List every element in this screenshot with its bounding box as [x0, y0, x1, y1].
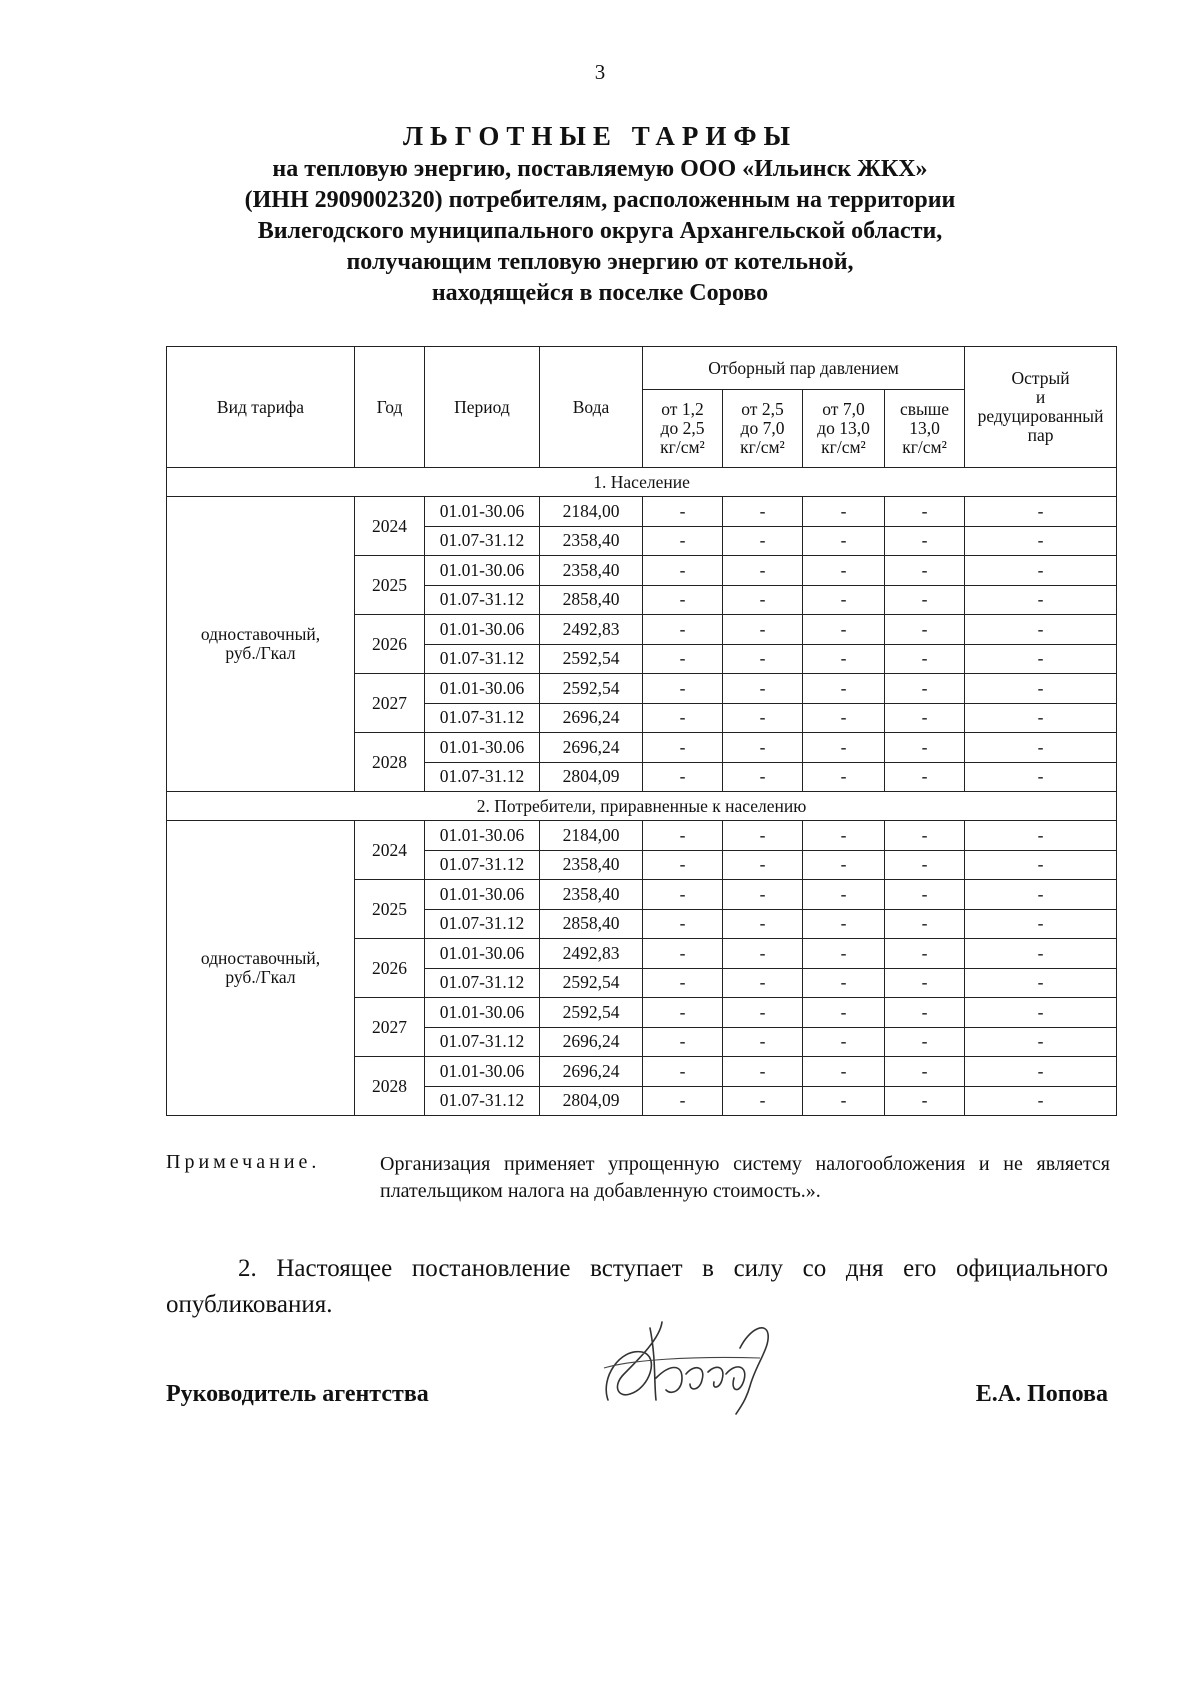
period-cell: 01.01-30.06: [425, 674, 540, 704]
empty-tariff-cell: -: [885, 644, 965, 674]
water-tariff-cell: 2696,24: [540, 733, 643, 763]
header-line: до 2,5: [660, 418, 705, 438]
empty-tariff-cell: -: [803, 733, 885, 763]
water-tariff-cell: 2804,09: [540, 762, 643, 792]
year-cell: 2027: [355, 998, 425, 1057]
empty-tariff-cell: -: [803, 1057, 885, 1087]
period-cell: 01.07-31.12: [425, 850, 540, 880]
signatory-name: Е.А. Попова: [975, 1381, 1108, 1407]
table-body: [167, 468, 1117, 1116]
header-steam-1: [643, 390, 723, 468]
signatory-position: Руководитель агентства: [166, 1381, 429, 1407]
water-tariff-cell: 2358,40: [540, 526, 643, 556]
empty-tariff-cell: -: [885, 850, 965, 880]
water-tariff-cell: 2592,54: [540, 674, 643, 704]
empty-tariff-cell: -: [803, 821, 885, 851]
empty-tariff-cell: -: [885, 909, 965, 939]
empty-tariff-cell: -: [803, 762, 885, 792]
tariff-kind-cell: [167, 821, 355, 1116]
empty-tariff-cell: -: [643, 585, 723, 615]
empty-tariff-cell: -: [723, 880, 803, 910]
year-cell: 2028: [355, 1057, 425, 1116]
period-cell: 01.07-31.12: [425, 1027, 540, 1057]
empty-tariff-cell: -: [643, 497, 723, 527]
header-sharp-steam: [965, 347, 1117, 468]
water-tariff-cell: 2592,54: [540, 998, 643, 1028]
water-tariff-cell: 2858,40: [540, 585, 643, 615]
empty-tariff-cell: -: [723, 1086, 803, 1116]
empty-tariff-cell: -: [885, 880, 965, 910]
tariff-kind-line: руб./Гкал: [225, 643, 296, 663]
empty-tariff-cell: -: [723, 909, 803, 939]
water-tariff-cell: 2358,40: [540, 556, 643, 586]
water-tariff-cell: 2592,54: [540, 968, 643, 998]
period-cell: 01.01-30.06: [425, 1057, 540, 1087]
header-line: кг/см²: [660, 437, 705, 457]
header-steam-3: [803, 390, 885, 468]
empty-tariff-cell: -: [965, 909, 1117, 939]
empty-tariff-cell: -: [723, 821, 803, 851]
period-cell: 01.01-30.06: [425, 556, 540, 586]
header-line: кг/см²: [821, 437, 866, 457]
empty-tariff-cell: -: [803, 497, 885, 527]
header-line: до 13,0: [817, 418, 870, 438]
empty-tariff-cell: -: [643, 821, 723, 851]
empty-tariff-cell: -: [965, 526, 1117, 556]
water-tariff-cell: 2592,54: [540, 644, 643, 674]
year-cell: 2024: [355, 497, 425, 556]
year-cell: 2028: [355, 733, 425, 792]
header-line: от 7,0: [822, 399, 865, 419]
header-line: свыше: [900, 399, 950, 419]
header-line: 13,0: [909, 418, 940, 438]
empty-tariff-cell: -: [643, 968, 723, 998]
empty-tariff-cell: -: [803, 703, 885, 733]
empty-tariff-cell: -: [965, 1027, 1117, 1057]
page-number: 3: [594, 60, 606, 84]
empty-tariff-cell: -: [885, 556, 965, 586]
period-cell: 01.01-30.06: [425, 733, 540, 763]
empty-tariff-cell: -: [723, 1027, 803, 1057]
header-line: и: [1035, 387, 1046, 407]
empty-tariff-cell: -: [965, 1086, 1117, 1116]
empty-tariff-cell: -: [885, 998, 965, 1028]
empty-tariff-cell: -: [643, 998, 723, 1028]
title-line: находящейся в поселке Сорово: [431, 280, 769, 306]
table-row: [167, 821, 1117, 851]
empty-tariff-cell: -: [723, 644, 803, 674]
empty-tariff-cell: -: [803, 674, 885, 704]
header-line: до 7,0: [740, 418, 785, 438]
empty-tariff-cell: -: [885, 1057, 965, 1087]
year-cell: 2026: [355, 615, 425, 674]
period-cell: 01.07-31.12: [425, 703, 540, 733]
empty-tariff-cell: -: [965, 762, 1117, 792]
empty-tariff-cell: -: [723, 968, 803, 998]
water-tariff-cell: 2696,24: [540, 703, 643, 733]
empty-tariff-cell: -: [885, 939, 965, 969]
empty-tariff-cell: -: [643, 556, 723, 586]
empty-tariff-cell: -: [723, 615, 803, 645]
empty-tariff-cell: -: [803, 556, 885, 586]
empty-tariff-cell: -: [723, 762, 803, 792]
title-line: (ИНН 2909002320) потребителям, расположенным на территории: [244, 187, 956, 213]
empty-tariff-cell: -: [965, 1057, 1117, 1087]
empty-tariff-cell: -: [965, 939, 1117, 969]
period-cell: 01.01-30.06: [425, 880, 540, 910]
empty-tariff-cell: -: [885, 497, 965, 527]
section-title: 2. Потребители, приравненные к населению: [167, 792, 1117, 821]
empty-tariff-cell: -: [643, 615, 723, 645]
period-cell: 01.01-30.06: [425, 497, 540, 527]
empty-tariff-cell: -: [885, 615, 965, 645]
header-line: Острый: [1011, 368, 1070, 388]
header-year: Год: [355, 347, 425, 468]
empty-tariff-cell: -: [885, 526, 965, 556]
empty-tariff-cell: -: [803, 968, 885, 998]
period-cell: 01.01-30.06: [425, 998, 540, 1028]
water-tariff-cell: 2358,40: [540, 850, 643, 880]
empty-tariff-cell: -: [885, 703, 965, 733]
title-main: ЛЬГОТНЫЕ ТАРИФЫ: [402, 121, 798, 151]
empty-tariff-cell: -: [803, 880, 885, 910]
empty-tariff-cell: -: [643, 1027, 723, 1057]
empty-tariff-cell: -: [803, 585, 885, 615]
header-line: редуцированный: [977, 406, 1104, 426]
header-steam-group: Отборный пар давлением: [643, 347, 965, 390]
empty-tariff-cell: -: [965, 998, 1117, 1028]
water-tariff-cell: 2804,09: [540, 1086, 643, 1116]
empty-tariff-cell: -: [885, 968, 965, 998]
empty-tariff-cell: -: [885, 1027, 965, 1057]
empty-tariff-cell: -: [643, 850, 723, 880]
empty-tariff-cell: -: [803, 939, 885, 969]
header-steam-2: [723, 390, 803, 468]
period-cell: 01.07-31.12: [425, 968, 540, 998]
water-tariff-cell: 2184,00: [540, 821, 643, 851]
empty-tariff-cell: -: [723, 585, 803, 615]
section-title: 1. Население: [167, 468, 1117, 497]
header-period: Период: [425, 347, 540, 468]
year-cell: 2024: [355, 821, 425, 880]
empty-tariff-cell: -: [965, 585, 1117, 615]
empty-tariff-cell: -: [723, 497, 803, 527]
handwritten-signature: [590, 1308, 790, 1418]
empty-tariff-cell: -: [965, 850, 1117, 880]
note-text: Организация применяет упрощенную систему налогообложения и не является плательщиком налога на добавленную стоимость.».: [380, 1153, 1110, 1202]
water-tariff-cell: 2696,24: [540, 1027, 643, 1057]
period-cell: 01.01-30.06: [425, 615, 540, 645]
empty-tariff-cell: -: [723, 998, 803, 1028]
empty-tariff-cell: -: [723, 556, 803, 586]
empty-tariff-cell: -: [723, 703, 803, 733]
water-tariff-cell: 2492,83: [540, 939, 643, 969]
header-line: от 1,2: [661, 399, 704, 419]
empty-tariff-cell: -: [803, 998, 885, 1028]
empty-tariff-cell: -: [885, 821, 965, 851]
empty-tariff-cell: -: [803, 615, 885, 645]
empty-tariff-cell: -: [965, 615, 1117, 645]
tariff-table: [166, 346, 1117, 1116]
empty-tariff-cell: -: [643, 526, 723, 556]
empty-tariff-cell: -: [723, 674, 803, 704]
empty-tariff-cell: -: [803, 526, 885, 556]
period-cell: 01.01-30.06: [425, 939, 540, 969]
empty-tariff-cell: -: [723, 1057, 803, 1087]
empty-tariff-cell: -: [643, 644, 723, 674]
empty-tariff-cell: -: [885, 1086, 965, 1116]
empty-tariff-cell: -: [643, 880, 723, 910]
empty-tariff-cell: -: [885, 762, 965, 792]
empty-tariff-cell: -: [643, 733, 723, 763]
title-line: получающим тепловую энергию от котельной,: [346, 249, 854, 275]
period-cell: 01.07-31.12: [425, 585, 540, 615]
water-tariff-cell: 2184,00: [540, 497, 643, 527]
document-title: [0, 118, 1200, 309]
empty-tariff-cell: -: [885, 733, 965, 763]
empty-tariff-cell: -: [803, 644, 885, 674]
year-cell: 2025: [355, 556, 425, 615]
empty-tariff-cell: -: [965, 733, 1117, 763]
header-water: Вода: [540, 347, 643, 468]
header-line: от 2,5: [741, 399, 784, 419]
period-cell: 01.07-31.12: [425, 909, 540, 939]
header-line: кг/см²: [902, 437, 947, 457]
empty-tariff-cell: -: [643, 909, 723, 939]
period-cell: 01.07-31.12: [425, 526, 540, 556]
empty-tariff-cell: -: [965, 674, 1117, 704]
header-line: пар: [1027, 425, 1054, 445]
empty-tariff-cell: -: [803, 1027, 885, 1057]
header-line: кг/см²: [740, 437, 785, 457]
empty-tariff-cell: -: [803, 1086, 885, 1116]
empty-tariff-cell: -: [885, 674, 965, 704]
period-cell: 01.01-30.06: [425, 821, 540, 851]
table-row: [167, 497, 1117, 527]
empty-tariff-cell: -: [723, 939, 803, 969]
empty-tariff-cell: -: [723, 850, 803, 880]
year-cell: 2026: [355, 939, 425, 998]
empty-tariff-cell: -: [803, 909, 885, 939]
tariff-kind-line: одноставочный,: [200, 624, 321, 644]
empty-tariff-cell: -: [965, 556, 1117, 586]
period-cell: 01.07-31.12: [425, 1086, 540, 1116]
empty-tariff-cell: -: [723, 526, 803, 556]
empty-tariff-cell: -: [803, 850, 885, 880]
water-tariff-cell: 2358,40: [540, 880, 643, 910]
empty-tariff-cell: -: [965, 880, 1117, 910]
empty-tariff-cell: -: [643, 703, 723, 733]
title-line: Вилегодского муниципального округа Архангельской области,: [257, 218, 943, 244]
water-tariff-cell: 2858,40: [540, 909, 643, 939]
title-line: на тепловую энергию, поставляемую ООО «Ильинск ЖКХ»: [272, 156, 928, 182]
empty-tariff-cell: -: [885, 585, 965, 615]
empty-tariff-cell: -: [965, 644, 1117, 674]
water-tariff-cell: 2492,83: [540, 615, 643, 645]
empty-tariff-cell: -: [965, 821, 1117, 851]
tariff-kind-line: руб./Гкал: [225, 967, 296, 987]
section-row: [167, 792, 1117, 821]
note-label: Примечание.: [166, 1151, 321, 1173]
tariff-kind-line: одноставочный,: [200, 948, 321, 968]
empty-tariff-cell: -: [965, 968, 1117, 998]
period-cell: 01.07-31.12: [425, 644, 540, 674]
water-tariff-cell: 2696,24: [540, 1057, 643, 1087]
tariff-kind-cell: [167, 497, 355, 792]
empty-tariff-cell: -: [643, 674, 723, 704]
section-row: [167, 468, 1117, 497]
empty-tariff-cell: -: [965, 497, 1117, 527]
period-cell: 01.07-31.12: [425, 762, 540, 792]
empty-tariff-cell: -: [643, 1057, 723, 1087]
effective-date-paragraph: 2. Настоящее постановление вступает в силу со дня его официального опубликования.: [166, 1255, 1108, 1318]
empty-tariff-cell: -: [723, 733, 803, 763]
empty-tariff-cell: -: [643, 939, 723, 969]
header-kind: Вид тарифа: [167, 347, 355, 468]
empty-tariff-cell: -: [643, 762, 723, 792]
empty-tariff-cell: -: [965, 703, 1117, 733]
empty-tariff-cell: -: [643, 1086, 723, 1116]
year-cell: 2025: [355, 880, 425, 939]
year-cell: 2027: [355, 674, 425, 733]
header-steam-4: [885, 390, 965, 468]
